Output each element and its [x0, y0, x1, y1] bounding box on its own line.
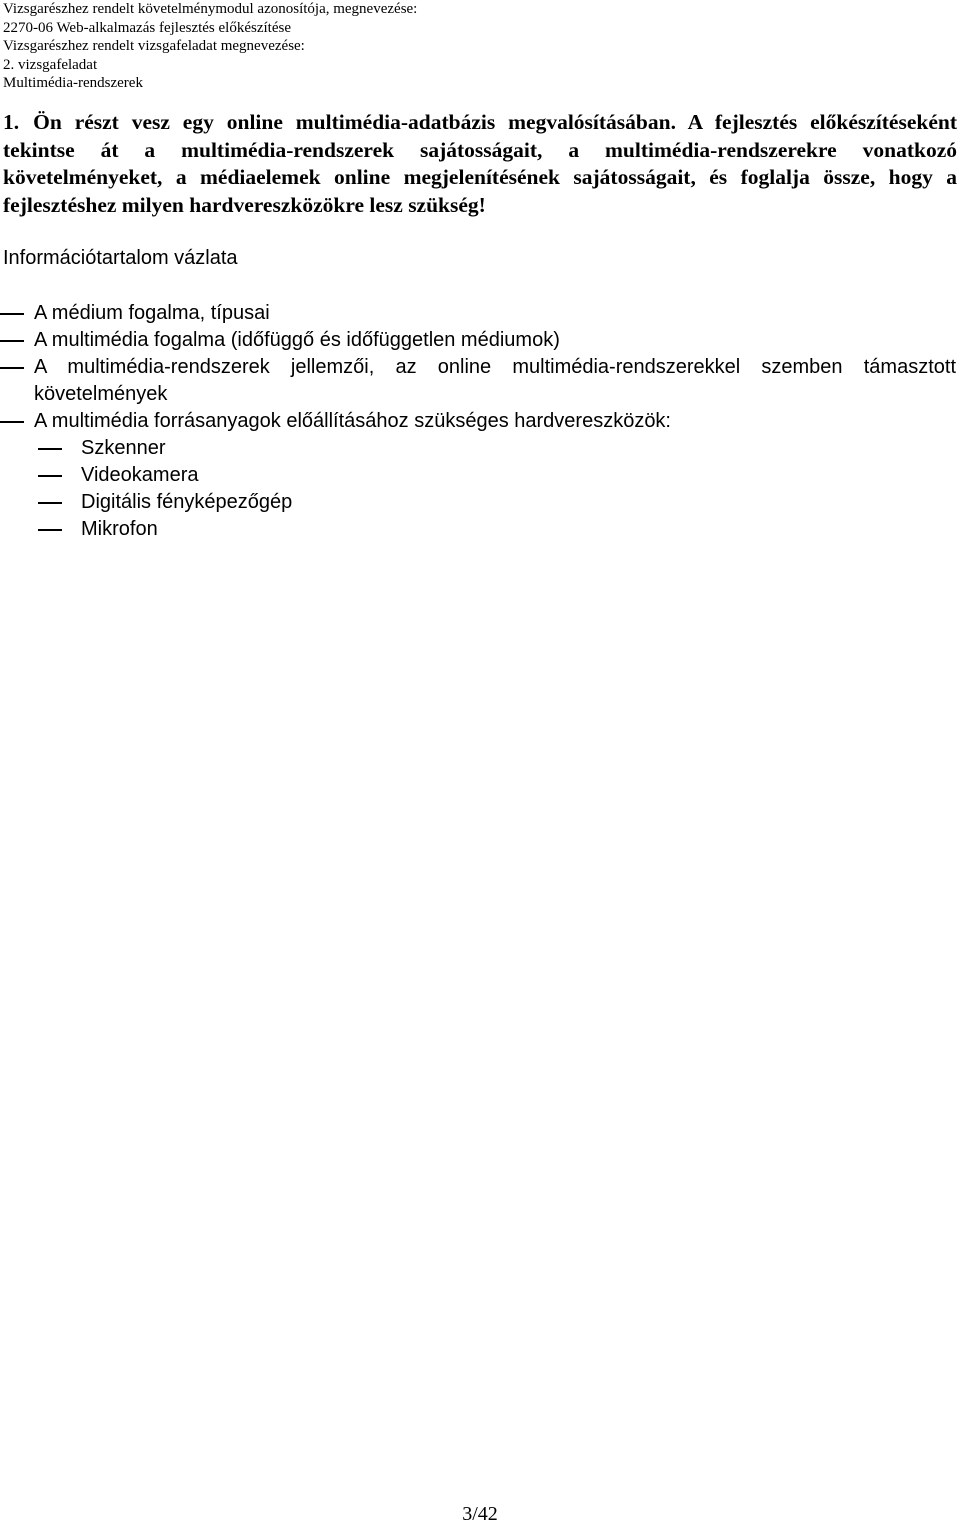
dash-bullet [0, 367, 24, 369]
dash-bullet [38, 475, 62, 477]
list-item-text: A médium fogalma, típusai [34, 302, 270, 324]
sub-list-item [0, 516, 960, 543]
dash-bullet [0, 340, 24, 342]
outline-list [0, 300, 960, 543]
list-item [0, 327, 960, 354]
question-text: Ön részt vesz egy online multimédia-adatbázis megvalósításában. A fejlesztés előkészítéseként tekintse át a multimédia-rendszerek sajátosságait, a multimédia-rendszerekre vonatkozó követelményeket, a médiaelemek online megjelenítésének sajátosságait, és foglalja össze, hogy a fejlesztéshez milyen hardvereszközökre lesz szükség! [3, 110, 957, 217]
list-item-text: A multimédia forrásanyagok előállításához szükséges hardvereszközök: [34, 410, 671, 432]
sub-list-item-text: Videokamera [81, 464, 199, 486]
sub-list-item-text: Mikrofon [81, 518, 158, 540]
dash-bullet [38, 502, 62, 504]
list-item [0, 300, 960, 327]
dash-bullet [38, 529, 62, 531]
sub-list-item-text: Digitális fényképezőgép [81, 491, 293, 513]
header-line: 2. vizsgafeladat [3, 56, 98, 73]
sub-list-item [0, 489, 960, 516]
list-item-text: A multimédia fogalma (időfüggő és időfüggetlen médiumok) [34, 329, 560, 351]
header-line: Vizsgarészhez rendelt követelménymodul azonosítója, megnevezése: [3, 1, 418, 17]
sub-list-item [0, 462, 960, 489]
document-header [3, 0, 417, 93]
header-line: 2270-06 Web-alkalmazás fejlesztés előkészítése [3, 19, 291, 36]
dash-bullet [0, 421, 24, 423]
question-number: 1. [3, 110, 20, 134]
outline-title: Információtartalom vázlata [3, 247, 238, 269]
list-item-text: A multimédia-rendszerek jellemzői, az online multimédia-rendszerekkel szemben támasztott követelmények [34, 356, 956, 405]
task-question [3, 109, 957, 219]
sub-list-item-text: Szkenner [81, 437, 166, 459]
header-line: Vizsgarészhez rendelt vizsgafeladat megnevezése: [3, 38, 305, 54]
header-line: Multimédia-rendszerek [3, 75, 143, 91]
list-item [0, 354, 960, 408]
dash-bullet [0, 313, 24, 315]
list-item [0, 408, 960, 435]
dash-bullet [38, 448, 62, 450]
sub-list-item [0, 435, 960, 462]
page-number: 3/42 [462, 1503, 498, 1525]
